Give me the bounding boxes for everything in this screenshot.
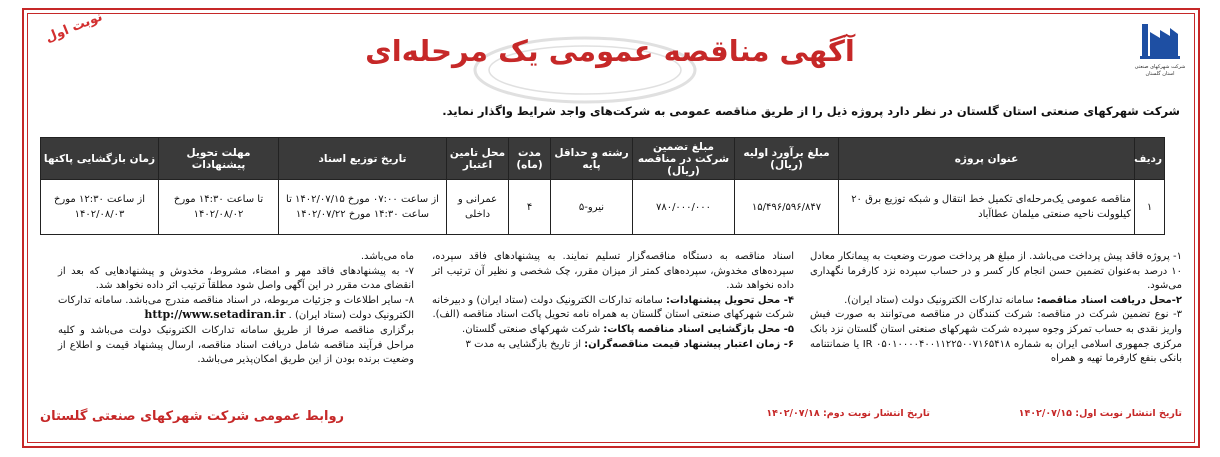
condition-6-text: از تاریخ بازگشایی به مدت ۳ (465, 338, 585, 350)
condition-note: برگزاری مناقصه صرفا از طریق سامانه تدارکات الکترونیک دولت می‌باشد و کلیه مراحل فرآیند مناقصه شامل دریافت اسناد مناقصه، ارسال پیشنهاد قیمت و اطلاع از وضعیت برنده بودن از این طریق امکان‌پذیر می‌باشد. (58, 324, 414, 366)
public-relations-signature: روابط عمومی شرکت شهرکهای صنعتی گلستان (40, 409, 345, 424)
col-header-distribution-date: تاریخ توزیع اسناد (279, 138, 447, 180)
cell-delivery-deadline: تا ساعت ۱۴:۳۰ مورخ ۱۴۰۲/۰۸/۰۲ (159, 180, 279, 235)
setadiran-link[interactable]: http://www.setadiran.ir (144, 308, 286, 322)
condition-1: ۱- پروژه فاقد پیش پرداخت می‌باشد. از مبلغ هر پرداخت صورت وضعیت به پیمانکار معادل ۱۰ درصد به‌عنوان تضمین حسن انجام کار کسر و در حساب سپرده نزد کارفرما نگهداری می‌شود. (810, 251, 1182, 292)
condition-5 (432, 323, 794, 338)
col-header-budget: مبلغ برآورد اولیه (ریال) (735, 138, 839, 180)
col-header-guarantee: مبلغ تضمین شرکت در مناقصه (ریال) (633, 138, 735, 180)
condition-3-continued: اسناد مناقصه به دستگاه مناقصه‌گزار تسلیم نمایند. به پیشنهادهای فاقد سپرده، سپرده‌های مخدوش، سپرده‌های کمتر از میزان مقرر، چک شخصی و نظیر آن ترتیب اثر داده نخواهد شد. (432, 251, 794, 292)
ad-title: آگهی مناقصه عمومی یک مرحله‌ای (365, 34, 855, 68)
conditions-column-left (58, 250, 414, 368)
col-header-funding: محل تامین اعتبار (447, 138, 509, 180)
col-header-duration: مدت (ماه) (509, 138, 551, 180)
second-publication-date: تاریخ انتشار نوبت دوم: ۱۴۰۲/۰۷/۱۸ (766, 408, 930, 419)
condition-4 (432, 294, 794, 323)
condition-2 (810, 294, 1182, 309)
col-header-opening-time: زمان بازگشایی پاکتها (41, 138, 159, 180)
conditions-column-middle (432, 250, 794, 352)
condition-7: ۷- به پیشنهادهای فاقد مهر و امضاء، مشروط، مخدوش و پیشنهادهایی که بعد از انقضای مدت مقرر در این آگهی واصل شود مطلقاً ترتیب اثر داده نخواهد شد. (58, 265, 414, 292)
condition-4-text: سامانه تدارکات الکترونیک دولت (ستاد ایران) و دبیرخانه شرکت شهرکهای صنعتی استان گلستان به همراه نامه تحویل پاکت اسناد مناقصه (الف). (432, 294, 794, 321)
cell-funding: عمرانی و داخلی (447, 180, 509, 235)
table-header-row (41, 138, 1165, 180)
condition-8-text: ۸- سایر اطلاعات و جزئیات مربوطه، در اسناد مناقصه مندرج می‌باشد. سامانه تدارکات الکترونیک دولت (ستاد ایران) . (58, 294, 414, 322)
condition-5-text: شرکت شهرکهای صنعتی گلستان. (462, 323, 604, 335)
condition-6-label: ۶- زمان اعتبار پیشنهاد قیمت مناقصه‌گران: (584, 338, 794, 350)
condition-6-continued: ماه می‌باشد. (360, 251, 414, 262)
condition-8 (58, 294, 414, 324)
condition-4-label: ۴- محل تحویل پیشنهادات: (665, 294, 795, 306)
cell-distribution-date: از ساعت ۰۷:۰۰ مورخ ۱۴۰۲/۰۷/۱۵ تا ساعت ۱۴:۳۰ مورخ ۱۴۰۲/۰۷/۲۲ (279, 180, 447, 235)
cell-opening-time: از ساعت ۱۲:۳۰ مورخ ۱۴۰۲/۰۸/۰۳ (41, 180, 159, 235)
condition-2-text: سامانه تدارکات الکترونیک دولت (ستاد ایران). (844, 294, 1037, 306)
cell-row-number: ۱ (1135, 180, 1165, 235)
condition-5-label: ۵- محل بازگشایی اسناد مناقصه پاکات: (603, 323, 794, 335)
conditions-column-right (810, 250, 1182, 367)
condition-2-label: ۲-محل دریافت اسناد مناقصه: (1036, 294, 1182, 306)
col-header-project-title: عنوان پروژه (839, 138, 1135, 180)
cell-duration: ۴ (509, 180, 551, 235)
col-header-row-number: ردیف (1135, 138, 1165, 180)
col-header-delivery-deadline: مهلت تحویل پیشنهادات (159, 138, 279, 180)
cell-budget: ۱۵/۴۹۶/۵۹۶/۸۴۷ (735, 180, 839, 235)
col-header-grade: رشته و حداقل پایه (551, 138, 633, 180)
table-row (41, 180, 1165, 235)
condition-3: ۳- نوع تضمین شرکت در مناقصه: شرکت کنندگان در مناقصه می‌توانند به صورت فیش واریز نقدی به حساب تمرکز وجوه سپرده شرکت شهرکهای صنعتی استان گلستان نزد بانک مرکزی جمهوری اسلامی ایران به شماره IR ۰۵۰۱۰۰۰۰۴۰۰۱۱۲۲۵۰۰۷۱۶۵۴۱۸ یا ضمانتنامه بانکی بنفع کارفرما تهیه و همراه (810, 309, 1182, 365)
first-publication-stamp: نوبت اول (43, 9, 105, 46)
cell-guarantee: ۷۸۰/۰۰۰/۰۰۰ (633, 180, 735, 235)
tender-table (40, 137, 1165, 235)
first-publication-date: تاریخ انتشار نوبت اول: ۱۴۰۲/۰۷/۱۵ (1018, 408, 1182, 419)
cell-grade: نیرو-۵ (551, 180, 633, 235)
intro-text: شرکت شهرکهای صنعتی استان گلستان در نظر دارد پروژه ذیل را از طریق مناقصه عمومی به شرکت‌های واجد شرایط واگذار نماید. (442, 104, 1180, 118)
cell-project-title: مناقصه عمومی یک‌مرحله‌ای تکمیل خط انتقال و شبکه توزیع برق ۲۰ کیلوولت ناحیه صنعتی میلمان عطاآباد (839, 180, 1135, 235)
condition-6 (432, 338, 794, 353)
logo-caption: شرکت شهرکهای صنعتی استان گلستان (1134, 64, 1186, 77)
